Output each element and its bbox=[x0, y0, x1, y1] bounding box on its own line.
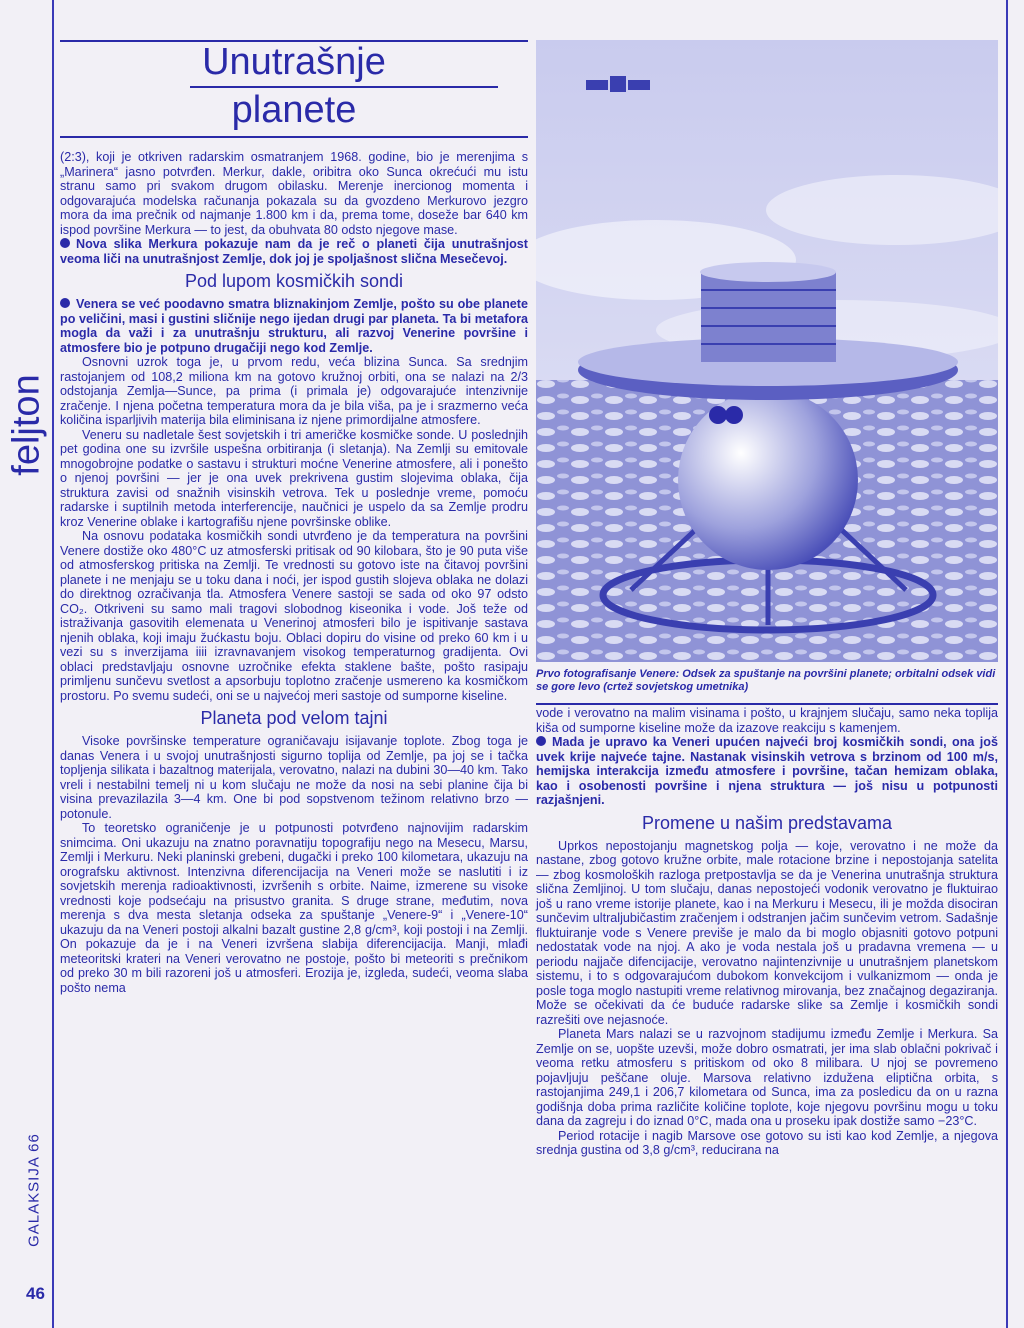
paragraph: vode i verovatno na malim visinama i pošto, u krajnjem slučaju, samo neka toplija kiša od sumporne kiseline može da izazove reakciju s kamenjem. bbox=[536, 706, 998, 735]
bullet-icon bbox=[60, 238, 70, 248]
left-margin-rule bbox=[52, 0, 54, 1328]
highlight-paragraph: Mada je upravo ka Veneri upućen najveći broj kosmičkih sondi, ona još uvek krije najveće tajne. Nastanak visinskih vetrova s brzinom od 100 m/s, hemijska interakcija između atmosfere i površine, tačan hemizam oblaka, kao i osobenosti površine i njena struktura — još nisu u potpunosti razjašnjeni. bbox=[536, 735, 998, 807]
right-column bbox=[536, 706, 998, 1158]
page-number: 46 bbox=[26, 1284, 45, 1303]
title-line-2: planete bbox=[231, 89, 357, 131]
paragraph: Veneru su nadletale šest sovjetskih i tri američke kosmičke sonde. U poslednjih pet godina one su izvršile uspešna orbitiranja (i sletanja). Na Zemlji su emitovale mnogobrojne podatke o sastavu i strukturi moćne Venerine atmosfere, ali i ponešto o njenoj površini — jer je ona uvek prekrivena gustim slojevima oblaka, čija struktura zavisi od snažnih visinskih vetrova. Tek u poslednje vreme, pomoću radarske i suptilnih metoda interferencije, naučnici je uspelo da sa Zemlje prodru kroz Venerine oblake i kartografišu njene površinske oblike. bbox=[60, 427, 528, 529]
right-margin-rule bbox=[1006, 0, 1008, 1328]
photo-caption: Prvo fotografisanje Venere: Odsek za spuštanje na površini planete; orbitalni odsek vidi se gore levo (crtež sovjetskog umetnika) bbox=[536, 668, 996, 693]
highlight-paragraph: Venera se već poodavno smatra bliznakinjom Zemlje, pošto su obe planete po veličini, masi i gustini sličnije nego ijedan drugi par planeta. Ta bi metafora mogla da važi i za unutrašnju strukturu, ali razvoj Venerine površine i atmosfere bio je potpuno drugačiji nego kod Zemlje. bbox=[60, 297, 528, 355]
paragraph: Osnovni uzrok toga je, u prvom redu, veća blizina Sunca. Sa srednjim rastojanjem od 108,2 miliona km na gotovo kružnoj orbiti, ona se nalazi na 2/3 odstojanja Zemlja—Sunce, pa prima (i primala je) odgovarajuće intenzivnije zračenje. I njena početna temperatura mora da je bila viša, pa je i srazmerno veća količina isparljivih materija bila eliminisana iz njene primordijalne atmosfere. bbox=[60, 355, 528, 427]
illustration-drawing bbox=[536, 40, 998, 662]
magazine-name: GALAKSIJA 66 bbox=[25, 1133, 43, 1247]
paragraph: Uprkos nepostojanju magnetskog polja — koje, verovatno i ne može da nastane, zbog gotovo kružne orbite, male rotacione brzine i nepostojanja satelita — zbog kosmoloških razloga pretpostavlja se da je Venerina unutrašnja struktura slična Zemljinoj. U tom slučaju, danas nepostojeći vodonik verovatno je fluktuirao još u rano vreme istorije planete, kao i na Merkuru i Mesecu, ili je možda disociran sunčevim ultraljubičastim zračenjem i odstranjen jačim sunčevim vetrom. Sadašnje fluktuiranje vode s Venere previše je malo da bi moglo objasniti gotovo potpuni nedostatak vode na njoj. A ako je voda nestala još u pradavna vremena — u periodu najjače difencijacije, verovatno najintenzivnije u unutrašnjem planetskom sistemu, i to s odgovarajućom dubokom konvekcijom i vulkanizmom — onda je posle toga moglo nastupiti vreme relativnog mirovanja, bez značajnog degaziranja. Može se očekivati da će buduće radarske slike sa Zemlje i kosmičkih sondi razrešiti ove nejasnoće. bbox=[536, 838, 998, 1027]
bullet-icon bbox=[536, 736, 546, 746]
paragraph: Visoke površinske temperature ograničavaju isijavanje toplote. Zbog toga je danas Venera i u svojoj unutrašnjosti sigurno toplija od Zemlje, pa joj se i tačka topljenja silikata i bazaltnog materijala, verovatno, nalazi na dubini 30—40 km. Tako vreli i nestabilni temelj ni u kom slučaju ne može da nosi na sebi planine čija bi visina prevazilazila 3—4 km. One bi pod sopstvenom težinom relativno brzo — potonule. bbox=[60, 734, 528, 821]
section-label: feljton bbox=[5, 374, 48, 476]
venera-lander-illustration bbox=[536, 40, 998, 662]
subheading: Pod lupom kosmičkih sondi bbox=[184, 271, 404, 291]
title-line-1: Unutrašnje bbox=[202, 41, 386, 83]
caption-rule bbox=[536, 703, 998, 705]
highlight-paragraph: Nova slika Merkura pokazuje nam da je reč o planeti čija unutrašnjost veoma liči na unutrašnjost Zemlje, dok joj je spoljašnost slična Mesečevoj. bbox=[60, 237, 528, 266]
paragraph: Period rotacije i nagib Marsove ose gotovo su isti kao kod Zemlje, a njegova srednja gustina od 3,8 g/cm³, reducirana na bbox=[536, 1128, 998, 1157]
bullet-icon bbox=[60, 298, 70, 308]
subheading: Planeta pod velom tajni bbox=[200, 708, 388, 728]
paragraph: Planeta Mars nalazi se u razvojnom stadijumu između Zemlje i Merkura. Sa Zemlje on se, uopšte uzevši, može dobro osmatrati, jer ima slab oblačni pokrivač i veoma retku atmosferu s pritiskom od oko 8 milibara. U njoj se povremeno pojavljuju peščane oluje. Marsova relativno izdužena eliptična orbita, s rastojanjima 249,1 i 206,7 kilometara od Sunca, ima za posledicu da on u razna godišnja doba prima različite količine toplote, koje njegovu površinu mogu u toku dana da zagreju i do iznad 0°C, mada ona u proseku ipak dostiže samo −23°C. bbox=[536, 1027, 998, 1128]
left-column bbox=[60, 150, 528, 995]
article-title bbox=[60, 38, 528, 146]
paragraph: Na osnovu podataka kosmičkih sondi utvrđeno je da temperatura na površini Venere dostiže oko 480°C uz atmosferski pritisak od 90 kilobara, što je 90 puta više od atmosferskog pritiska na Zemlji. Te vrednosti su gotovo iste na čitavoj površini planete i ne menjaju se u toku dana i noći, jer ispod gustih slojeva oblaka ne dolazi do direktnog ozračivanja tla. Atmosfera Venere sastoji se sada od oko 97 odsto CO₂. Otkriveni su samo mali tragovi slobodnog kiseonika i vode. Još teže od istraživanja gasovitih elemenata u Venerinoj atmosferi bilo je ispitivanje sastava njenih oblaka, koji imaju žućkastu boju. Oblaci dopiru do visine od preko 60 km i u vezi su s inverzijama iiii izravnavanjem visokog temperaturnog gradijenta. Ovi oblaci predstavljaju osnovne uzročnike efekta staklene bašte, pošto rasipaju primljenu sunčevu svetlost a apsorbuju toplotno zračenje usmereno ka kosmičkom prostoru. Po svemu sudeći, oni se u najvećoj meri sastoje od sumporne kiseline. bbox=[60, 529, 528, 703]
subheading: Promene u našim predstavama bbox=[641, 812, 893, 833]
paragraph: (2:3), koji je otkriven radarskim osmatranjem 1968. godine, bio je merenjima s „Marinera“ jasno potvrđen. Merkur, dakle, oribitra oko Sunca okrećući mu istu stranu samo pri svakom drugom obilasku. Merenje inercionog momenta i odgovarajuća modelska računanja pokazala su da gvozdeno Merkurovo jezgro mora da ima prečnik od najmanje 1.800 km i da, prema tome, doseže bar 640 km ispod površine Merkura — to jest, da obuhvata 80 odsto njegove mase. bbox=[60, 150, 528, 237]
paragraph: To teoretsko ograničenje je u potpunosti potvrđeno najnovijim radarskim snimcima. Oni ukazuju na znatno poravnatiju topografiju nego na Mesecu, Marsu, Zemlji i Merkuru. Neki planinski grebeni, dugački i preko 100 kilometara, ukazuju na orografsku aktivnost. Intenzivna diferencijacija na Veneri može se naslutiti i iz sovjetskih merenja radioaktivnosti, izvršenih s orbite. Naime, izmerene su visoke vrednosti koje podsećaju na prisustvo granita. S druge strane, međutim, nova merenja s dva mesta sletanja odseka za spuštanje „Venere-9“ i „Venere-10“ ukazuju da na Veneri postoji alkalni bazalt gustine 2,8 g/cm³, koji postoji i na Zemlji. On pokazuje da je i na Veneri izvršena slabija diferencijacija. Manji, mlađi meteoritski krateri na Veneri verovatno ne postoje, pošto bi meteoriti s prečnikom od preko 30 m bili razoreni još u atmosferi. Erozija je, izgleda, sudeći, veoma slaba pošto nema bbox=[60, 821, 528, 995]
